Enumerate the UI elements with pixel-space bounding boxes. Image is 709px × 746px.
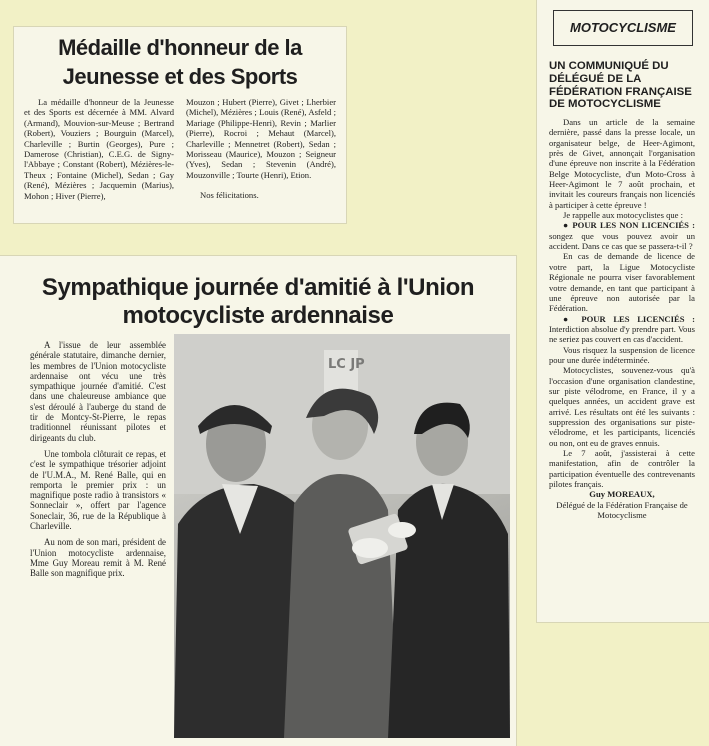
paragraph: En cas de demande de licence de votre part, la Ligue Motocycliste Régionale ne pourra viser favorablement votre demande, en tant que participant à une épreuve non autorisée par la Fédération. xyxy=(549,251,695,314)
clipping-union-motocycliste xyxy=(0,256,516,746)
bullet-lead: ● POUR LES NON LICENCIÉS : xyxy=(563,220,695,231)
headline-medaille: Médaille d'honneur de la Jeunesse et des Sports xyxy=(58,35,302,89)
headline-union: Sympathique journée d'amitié à l'Union motocycliste ardennaise xyxy=(41,274,475,329)
paragraph: Motocyclistes, souvenez-vous qu'à l'occasion d'une organisation clandestine, sur piste vélodrome, en France, il y a quelques années, un accident grave est arrivé. Les résultats ont été les suivants : suppression des organisations sur piste-vélodrome, et les participants, licenciés ou non, ont eu de graves ennuis. xyxy=(549,365,695,448)
bullet-non-licencies xyxy=(549,220,695,251)
signature-name: Guy MOREAUX, xyxy=(589,489,655,500)
clipping-medaille xyxy=(14,27,346,223)
paragraph: La médaille d'honneur de la Jeunesse et des Sports est décernée à MM. Alvard (Armand), Mouvion-sur-Meuse ; Bertrand (Robert), Vouziers ; Bourguin (Marcel), Charleville ; Burtin (Georges), Pure ; Damerose (Christian), C.E.G. de Signy-l'Abbaye ; Constant (Robert), Mézières-le-Theux ; Fontaine (Michel), Sedan ; Gay (René), Mézières ; Jacquemin (Marius), Mohon ; Hiver (Pierre), xyxy=(24,97,174,201)
paragraph: Dans un article de la semaine dernière, passé dans la presse locale, un organisateur belge, de Heer-Agimont, près de Givet, annonçait l'organisation d'une épreuve non inscrite à la Fédération Belge Motocycliste, d'un Moto-Cross à Heer-Agimont le 7 août prochain, et invitait les coureurs français non licenciés à participer à cette épreuve ! xyxy=(549,117,695,210)
news-photo xyxy=(174,334,510,738)
paragraph: Je rappelle aux motocyclistes que : xyxy=(563,210,684,221)
article-column-1 xyxy=(24,97,174,201)
subheadline: UN COMMUNIQUÉ DU DÉLÉGUÉ DE LA FÉDÉRATION FRANÇAISE DE MOTOCYCLISME xyxy=(549,60,692,111)
paragraph: Le 7 août, j'assisterai à cette manifestation, afin de contrôler la participation éventuelle des contrevenants pilotes français. xyxy=(549,448,695,490)
paragraph: Mouzon ; Hubert (Pierre), Givet ; Lherbier (Michel), Mézières ; Louis (René), Asfeld ; Mariage (Philippe-Henri), Revin ; Marlier (Pierre), Rocroi ; Mehaut (Marcel), Charleville ; Mennetret (Robert), Sedan ; Morisseau (Maurice), Mouzon ; Seigneur (Yves), Sedan ; Stevenin (André), Mouzonville ; Tourte (Henri), Etion. xyxy=(186,97,336,180)
paragraph: A l'issue de leur assemblée générale statutaire, dimanche dernier, les membres de l'Union motocycliste ardennaise ont vécu une très sympathique journée d'amitié. C'est dans une chaleureuse ambiance que s'est déroulé à l'auberge du stand de tir de Montcy-St-Pierre, le repas traditionnel réunissant pilotes et dirigeants du club. xyxy=(30,340,166,443)
photo-scene-illustration xyxy=(174,334,510,738)
photo-sign-text: LC JP xyxy=(328,357,365,372)
article-column-2 xyxy=(186,97,336,201)
article-column xyxy=(549,117,695,520)
bullet-lead: ● POUR LES LICENCIÉS : xyxy=(563,313,695,324)
article-column xyxy=(30,340,166,579)
bullet-licencies xyxy=(549,314,695,345)
paragraph: Au nom de son mari, président de l'Union motocycliste ardennaise, Mme Guy Moreau remit à M. René Balle son magnifique prix. xyxy=(30,537,166,579)
rubric-title: MOTOCYCLISME xyxy=(570,20,676,35)
bullet-text: Interdiction absolue d'y prendre part. Vous ne seriez pas couvert en cas d'accident. xyxy=(549,323,695,345)
paragraph: Vous risquez la suspension de licence pour une durée indéterminée. xyxy=(549,344,695,365)
clipping-motocyclisme xyxy=(537,0,709,622)
rubric-box xyxy=(553,10,693,46)
bullet-text: songez que vous pouvez avoir un accident. Dans ce cas que se passera-t-il ? xyxy=(549,230,695,252)
paragraph: Une tombola clôturait ce repas, et c'est le sympathique trésorier adjoint de l'U.M.A., M. René Balle, qui en remporta le premier prix : un magnifique poste radio à transistors « Sonneclair », offert par l'agence Soneclair, 36, rue de la République à Charleville. xyxy=(30,448,166,532)
closing-line: Nos félicitations. xyxy=(200,190,259,201)
signature-title: Délégué de la Fédération Française de Motocyclisme xyxy=(556,499,688,521)
